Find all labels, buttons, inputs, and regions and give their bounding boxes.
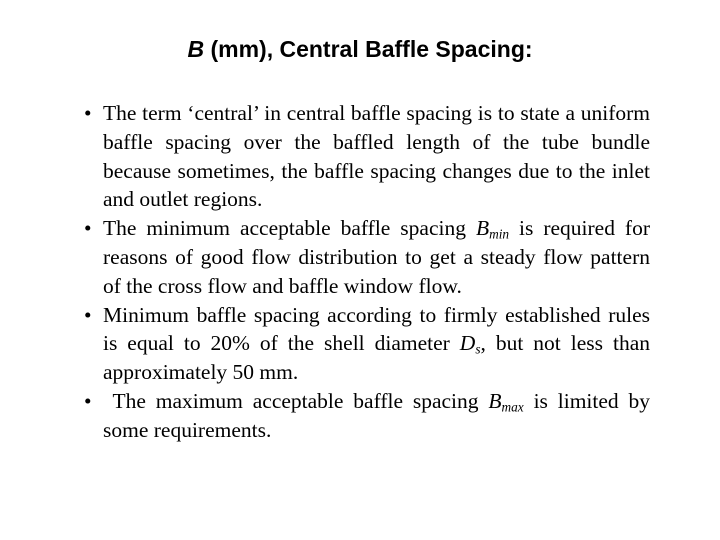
bullet-dot-icon: • <box>84 388 92 413</box>
title-text: (mm), Central Baffle Spacing: <box>204 36 533 62</box>
bullet-text-before: The maximum acceptable baffle spacing <box>112 388 489 413</box>
bullet-item-central-term <box>84 99 650 214</box>
bullet-text-after: is limited by some requirements. <box>103 388 650 442</box>
title-symbol: B <box>187 36 205 62</box>
bullet-dot-icon: • <box>84 216 92 241</box>
subscript-s: s <box>475 341 481 357</box>
subscript-min: min <box>489 226 510 242</box>
bullet-text-after: , but not less than approximately 50 mm. <box>103 331 650 385</box>
bullet-list <box>84 99 650 445</box>
symbol-b: B <box>475 216 490 241</box>
bullet-dot-icon: • <box>84 101 92 125</box>
bullet-text-before: Minimum baffle spacing according to firmly established rules is equal to 20% of the shell diameter <box>103 302 650 356</box>
bullet-text: The term ‘central’ in central baffle spacing is to state a uniform baffle spacing over the baffled length of the tube bundle because sometimes, the baffle spacing changes due to the inlet and outlet regions. <box>103 101 650 212</box>
bullet-item-min-spacing <box>84 214 650 300</box>
slide-title <box>0 34 720 64</box>
bullet-item-max-spacing <box>84 387 650 445</box>
subscript-max: max <box>501 399 524 415</box>
bullet-text-before: The minimum acceptable baffle spacing <box>103 216 476 241</box>
symbol-d: D <box>459 331 476 356</box>
symbol-b: B <box>488 388 502 413</box>
bullet-text-after: is required for reasons of good flow distribution to get a steady flow pattern of the cross flow and baffle window flow. <box>103 216 650 298</box>
bullet-dot-icon: • <box>84 302 92 327</box>
bullet-item-min-rule <box>84 301 650 387</box>
